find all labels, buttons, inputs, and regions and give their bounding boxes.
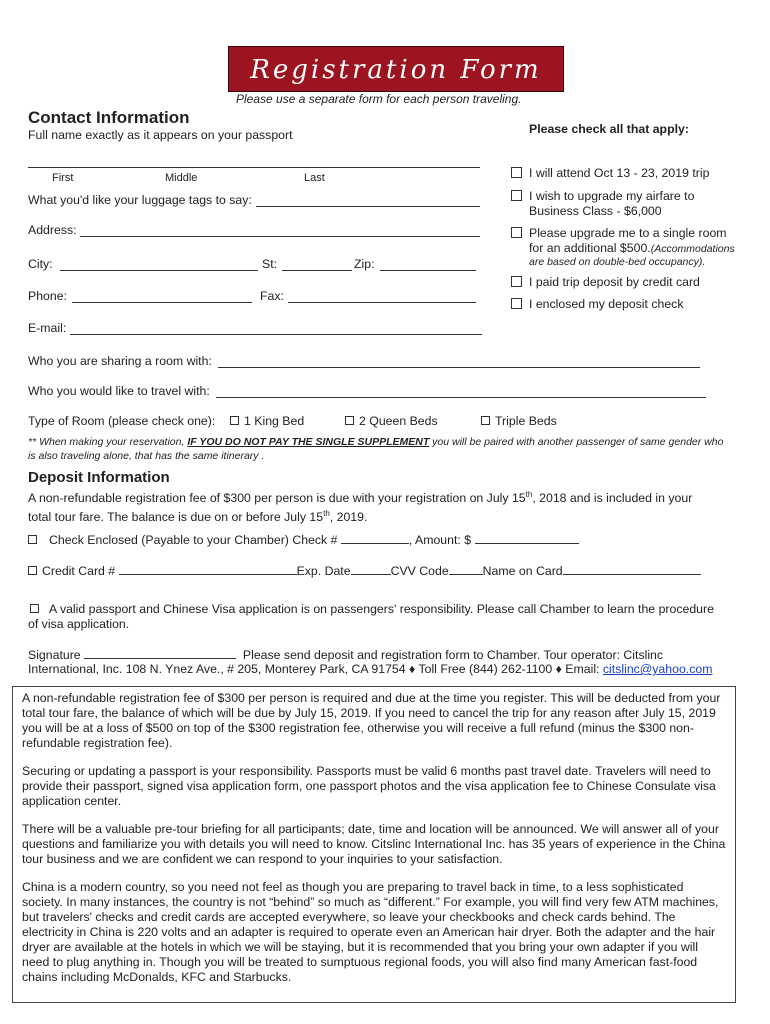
operator-address-text: International, Inc. 108 N. Ynez Ave., # 205, Monterey Park, CA 91754 ♦ Toll Free (844) 262-1100 ♦ Email: — [28, 662, 600, 676]
city-label: City: — [28, 257, 53, 271]
visa-paragraph — [28, 602, 740, 632]
name-on-card-label: Name on Card — [482, 564, 563, 578]
email-label: E-mail: — [28, 321, 67, 335]
email-link[interactable]: citslinc@yahoo.com — [602, 662, 713, 676]
checkbox-single-room[interactable] — [511, 227, 522, 238]
deposit-heading: Deposit Information — [28, 469, 170, 486]
name-on-card-field[interactable] — [563, 563, 701, 575]
room-option-label: 2 Queen Beds — [359, 414, 438, 428]
address-field[interactable] — [80, 236, 480, 237]
deposit-text-d: , 2019. — [329, 510, 368, 525]
send-instructions: Please send deposit and registration form to Chamber. Tour operator: Citslinc — [242, 648, 664, 662]
fax-label: Fax: — [260, 289, 284, 303]
room-option-label: Triple Beds — [495, 414, 557, 428]
deposit-text-c: total tour fare. The balance is due on or before July 15 — [28, 510, 324, 525]
luggage-field[interactable] — [256, 206, 480, 207]
checklist-upgrade-price: Business Class - $6,000 — [529, 204, 662, 218]
terms-paragraph-briefing: There will be a valuable pre-tour briefing for all participants; date, time and location will be announced. We will answer all of your questions and familiarize you with details you will need to know. Citslinc International Inc. has 35 years of experience in the China tour business and we are confident we can respond to your inquiries to your satisfaction. — [22, 822, 726, 866]
checkbox-icon — [28, 566, 37, 575]
state-field[interactable] — [282, 270, 352, 271]
sharing-label: Who you are sharing a room with: — [28, 354, 212, 368]
cvv-label: CVV Code — [390, 564, 449, 578]
credit-card-field[interactable] — [119, 563, 297, 575]
exp-date-field[interactable] — [351, 563, 391, 575]
travel-label: Who you would like to travel with: — [28, 384, 210, 398]
checklist-upgrade-label: I wish to upgrade my airfare to — [529, 189, 695, 203]
first-caption: First — [52, 172, 74, 184]
email-field[interactable] — [70, 334, 482, 335]
phone-field[interactable] — [72, 302, 252, 303]
deposit-sup-2: th — [323, 509, 330, 519]
form-title: Registration Form — [228, 46, 564, 92]
checklist-single-label: Please upgrade me to a single room — [529, 226, 727, 240]
checkbox-icon — [481, 416, 490, 425]
checkbox-icon — [345, 416, 354, 425]
middle-caption: Middle — [165, 172, 198, 184]
deposit-paragraph — [28, 487, 740, 525]
signature-field[interactable] — [84, 647, 236, 659]
checkbox-icon — [28, 535, 37, 544]
accommodations-note: (Accommodations — [650, 243, 735, 255]
checklist-heading: Please check all that apply: — [529, 122, 689, 136]
address-label: Address: — [28, 223, 77, 237]
terms-paragraph-fee: A non-refundable registration fee of $300 per person is required and due at the time you register. This will be deducted from your total tour fare, the balance of which will be due by July 15, 2019. If you need to cancel the trip for any reason after July 15, 2019 you will be at a loss of $500 on top of the $300 registration fee, otherwise you will receive a full refund (minus the $300 non-refundable registration fee). — [22, 691, 721, 750]
checkbox-upgrade-airfare[interactable] — [511, 190, 522, 201]
checklist-paid-credit-label: I paid trip deposit by credit card — [529, 275, 700, 289]
last-caption: Last — [304, 172, 325, 184]
note-emphasis: IF YOU DO NOT PAY THE SINGLE SUPPLEMENT — [187, 436, 430, 448]
fullname-field[interactable] — [28, 167, 480, 168]
travel-field[interactable] — [216, 397, 706, 398]
checkbox-icon — [30, 604, 39, 613]
checkbox-paid-credit[interactable] — [511, 276, 522, 287]
terms-paragraph-china: China is a modern country, so you need not feel as though you are preparing to travel back in time, to a less sophisticated society. In many instances, the country is not “behind” so much as “different.” For example, you will find very few ATM machines, but travelers' checks and credit cards are accepted everywhere, so leave your checkbooks and check cards behind. The electricity in China is 220 volts and an adapter is required to operate even an American hair dryer. Both the adapter and the hair dryer are available at the hotels in which we will be staying, but it is recommended that you bring your own adapter if you will need to plug anything in. Though you will be treated to sumptuous regional foods, you will also find many American fast-food chains including McDonalds, KFC and Starbucks. — [22, 880, 719, 984]
fax-field[interactable] — [288, 302, 476, 303]
form-subtitle: Please use a separate form for each person traveling. — [236, 92, 522, 106]
state-label: St: — [262, 257, 278, 271]
amount-label: , Amount: $ — [408, 533, 472, 547]
check-enclosed-row[interactable] — [28, 532, 579, 548]
checkbox-attend[interactable] — [511, 167, 522, 178]
note-prefix: ** When making your reservation, — [28, 436, 185, 448]
operator-address — [28, 662, 712, 677]
cvv-field[interactable] — [449, 563, 483, 575]
visa-line-1: A valid passport and Chinese Visa application is on passengers' responsibility. Please call Chamber to learn the procedure — [49, 602, 714, 616]
zip-label: Zip: — [354, 257, 375, 271]
credit-card-row[interactable] — [28, 563, 701, 579]
room-type-label: Type of Room (please check one): — [28, 414, 216, 428]
single-supplement-note — [28, 435, 728, 463]
zip-field[interactable] — [380, 270, 476, 271]
luggage-label: What you'd like your luggage tags to say: — [28, 193, 252, 207]
room-option-triple[interactable] — [481, 414, 557, 429]
terms-paragraph-passport: Securing or updating a passport is your responsibility. Passports must be valid 6 months past travel date. Travelers will need to provide their passport, signed visa application form, one passport photos and the visa application fee to Chinese Consulate visa application center. — [22, 764, 716, 808]
phone-label: Phone: — [28, 289, 67, 303]
amount-field[interactable] — [475, 532, 579, 544]
terms-info-box — [12, 686, 736, 1003]
sharing-field[interactable] — [218, 367, 700, 368]
city-field[interactable] — [60, 270, 258, 271]
contact-heading: Contact Information — [28, 108, 190, 127]
room-option-label: 1 King Bed — [244, 414, 305, 428]
credit-card-label: Credit Card # — [42, 564, 116, 578]
signature-row — [28, 647, 663, 663]
checklist-attend-label: I will attend Oct 13 - 23, 2019 trip — [529, 166, 710, 180]
check-enclosed-label: Check Enclosed (Payable to your Chamber) Check # — [49, 533, 338, 547]
fullname-label: Full name exactly as it appears on your passport — [28, 128, 293, 142]
checkbox-deposit-check[interactable] — [511, 298, 522, 309]
deposit-text-a: A non-refundable registration fee of $300 per person is due with your registration on July 15 — [28, 491, 526, 506]
exp-date-label: Exp. Date — [296, 564, 351, 578]
visa-line-2: of visa application. — [28, 617, 130, 631]
deposit-sup-1: th — [525, 490, 533, 499]
checkbox-icon — [230, 416, 239, 425]
single-price-text: for an additional $500. — [529, 241, 651, 255]
check-number-field[interactable] — [341, 532, 409, 544]
room-option-king[interactable] — [230, 414, 304, 429]
note-suffix: you will be paired with another passenger of same gender who is also traveling alone, that has the same itinerary . — [28, 436, 724, 462]
accommodations-note-2: are based on double-bed occupancy). — [529, 256, 706, 268]
room-option-queen[interactable] — [345, 414, 438, 429]
signature-label: Signature — [28, 648, 81, 662]
checklist-deposit-check-label: I enclosed my deposit check — [529, 297, 684, 311]
deposit-text-b: , 2018 and is included in your — [532, 491, 693, 506]
checklist-single-price — [529, 241, 735, 256]
